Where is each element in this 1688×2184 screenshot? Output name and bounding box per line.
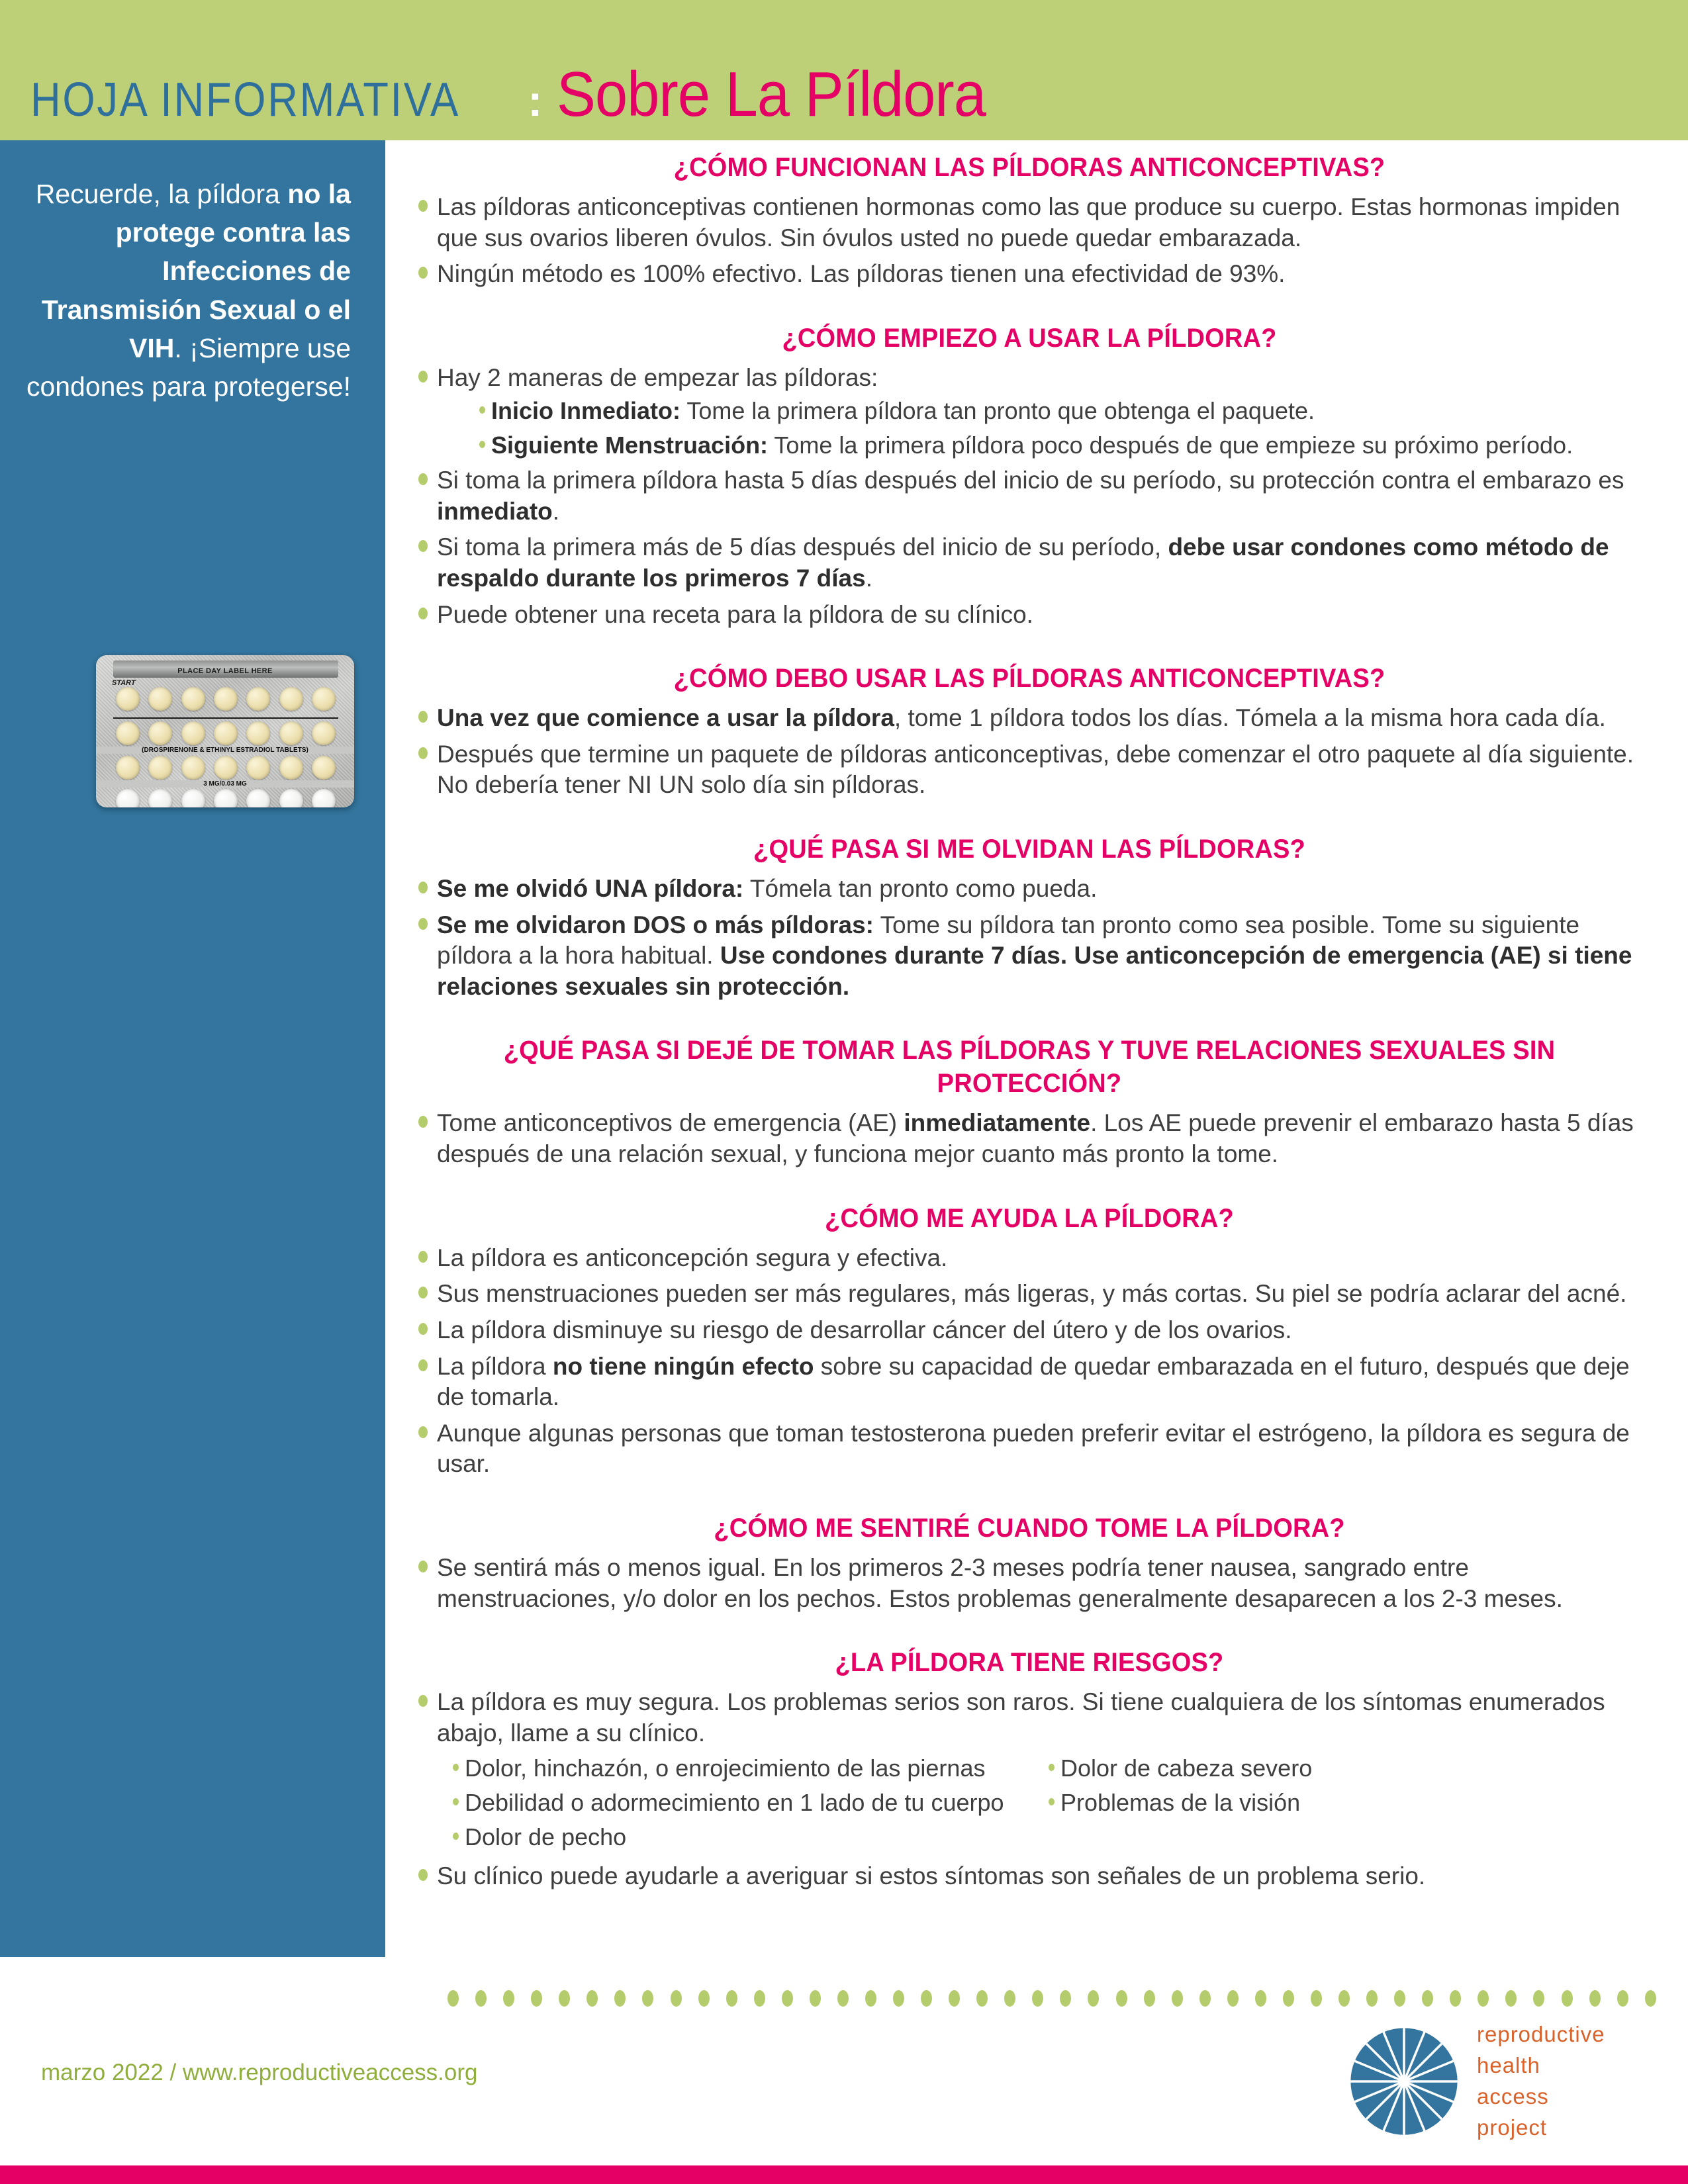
pill-pack-row <box>116 721 336 745</box>
pill <box>246 756 270 780</box>
pill <box>116 756 140 780</box>
pill <box>214 721 238 745</box>
divider-dot <box>698 1990 710 2007</box>
pill <box>181 756 205 780</box>
placebo-pill <box>116 789 140 807</box>
divider-dot <box>810 1990 821 2007</box>
divider-dot <box>1645 1990 1656 2007</box>
divider-dot <box>671 1990 682 2007</box>
list-item: La píldora disminuye su riesgo de desarrollar cáncer del útero y de los ovarios. <box>410 1315 1648 1346</box>
divider-dot <box>1589 1990 1601 2007</box>
birth-control-pill-pack-image <box>96 655 354 807</box>
placebo-pill <box>246 789 270 807</box>
symptom-item: Dolor, hinchazón, o enrojecimiento de las piernas <box>450 1754 1046 1783</box>
footer-credit-text[interactable]: marzo 2022 / www.reproductiveaccess.org <box>41 2060 478 2085</box>
divider-dot <box>1505 1990 1517 2007</box>
placebo-pill <box>214 789 238 807</box>
pill-pack-start-label: START <box>112 679 136 687</box>
divider-dot <box>1004 1990 1015 2007</box>
list-item: Una vez que comience a usar la píldora, tome 1 píldora todos los días. Tómela a la misma hora cada día. <box>410 703 1648 734</box>
section-como-me-sentire <box>410 1512 1648 1614</box>
pill <box>246 721 270 745</box>
section-heading: ¿QUÉ PASA SI ME OLVIDAN LAS PÍLDORAS? <box>753 835 1305 864</box>
list-item: La píldora es muy segura. Los problemas serios son raros. Si tiene cualquiera de los síntomas enumerados abajo, llame a su clínico. <box>410 1687 1648 1749</box>
bottom-accent-bar <box>0 2165 1688 2184</box>
divider-dot <box>1562 1990 1573 2007</box>
header-inner <box>30 58 1023 131</box>
pill-pack-day-label: PLACE DAY LABEL HERE <box>177 667 273 675</box>
pill <box>181 721 205 745</box>
divider-dot <box>1088 1990 1099 2007</box>
bullet-list <box>410 874 1648 1002</box>
divider-dot <box>1172 1990 1183 2007</box>
list-item: Ningún método es 100% efectivo. Las píldoras tienen una efectividad de 93%. <box>410 259 1648 290</box>
bullet-list <box>410 1553 1648 1614</box>
divider-dot <box>1338 1990 1350 2007</box>
divider-dot <box>754 1990 765 2007</box>
spacer <box>410 295 1648 322</box>
sub-list-item: Siguiente Menstruación: Tome la primera píldora poco después de que empieze su próximo período. <box>477 430 1648 460</box>
placebo-pill <box>279 789 303 807</box>
spacer <box>410 1619 1648 1646</box>
divider-dot <box>1116 1990 1127 2007</box>
pill <box>279 687 303 711</box>
pill-pack-ingredients-label: (DROSPIRENONE & ETHINYL ESTRADIOL TABLETS) <box>96 747 354 754</box>
pill <box>312 721 336 745</box>
logo-line: reproductive <box>1477 2022 1605 2047</box>
sub-bullet-list <box>437 396 1648 460</box>
divider-dot <box>921 1990 932 2007</box>
divider-dot <box>1450 1990 1461 2007</box>
main-content <box>410 151 1648 1897</box>
section-heading: ¿CÓMO FUNCIONAN LAS PÍLDORAS ANTICONCEPTIVAS? <box>673 153 1385 182</box>
spacer <box>410 1175 1648 1202</box>
symptom-item: Debilidad o adormecimiento en 1 lado de tu cuerpo <box>450 1788 1046 1817</box>
symptom-item: Problemas de la visión <box>1046 1788 1509 1817</box>
divider-dot <box>726 1990 737 2007</box>
divider-dot <box>1533 1990 1544 2007</box>
section-heading: ¿QUÉ PASA SI DEJÉ DE TOMAR LAS PÍLDORAS Y TUVE RELACIONES SEXUALES SIN PROTECCIÓN? <box>503 1036 1556 1099</box>
divider-dot <box>1617 1990 1628 2007</box>
pill <box>279 721 303 745</box>
list-item: Puede obtener una receta para la píldora de su clínico. <box>410 600 1648 631</box>
placebo-pill <box>181 789 205 807</box>
symptom-two-column-list <box>410 1754 1648 1857</box>
section-como-empiezo <box>410 322 1648 630</box>
sub-list-item: Inicio Inmediato: Tome la primera píldora tan pronto que obtenga el paquete. <box>477 396 1648 426</box>
divider-dot <box>475 1990 487 2007</box>
pill-pack-row <box>116 756 336 780</box>
pill <box>181 687 205 711</box>
header-band <box>0 0 1688 140</box>
pill-pack-rule <box>113 717 338 719</box>
sidebar-reminder-note: Recuerde, la píldora no la protege contra las Infecciones de Transmisión Sexual o el VIH. ¡Siempre use condones para protegerse! <box>26 179 351 402</box>
list-item: Su clínico puede ayudarle a averiguar si estos síntomas son señales de un problema serio. <box>410 1861 1648 1892</box>
placebo-pill <box>312 789 336 807</box>
section-heading: ¿CÓMO ME AYUDA LA PÍLDORA? <box>825 1203 1234 1233</box>
pill-pack-row <box>116 789 336 807</box>
symptom-column-left <box>450 1754 1046 1857</box>
divider-dot <box>447 1990 459 2007</box>
sidebar <box>0 140 385 1957</box>
bullet-list <box>410 1243 1648 1480</box>
symptom-item: Dolor de pecho <box>450 1823 1046 1852</box>
divider-dot <box>1199 1990 1211 2007</box>
logo-wordmark <box>1477 2019 1605 2143</box>
logo-line: project <box>1477 2115 1548 2140</box>
fact-sheet-label: HOJA INFORMATIVA <box>30 73 460 126</box>
divider-dot <box>893 1990 904 2007</box>
divider-dot <box>976 1990 988 2007</box>
list-item: La píldora no tiene ningún efecto sobre su capacidad de quedar embarazada en el futuro, después que deje de tomarla. <box>410 1351 1648 1413</box>
bullet-list <box>410 192 1648 290</box>
list-item: Se me olvidó UNA píldora: Tómela tan pronto como pueda. <box>410 874 1648 905</box>
pill <box>148 756 172 780</box>
pill-pack-dosage-label: 3 MG/0.03 MG <box>96 780 354 788</box>
pill <box>214 687 238 711</box>
divider-dot <box>1227 1990 1239 2007</box>
organization-logo <box>1348 2022 1626 2141</box>
section-como-funcionan <box>410 151 1648 290</box>
divider-dot <box>837 1990 849 2007</box>
divider-dot <box>1311 1990 1322 2007</box>
pill <box>116 687 140 711</box>
divider-dot <box>642 1990 653 2007</box>
list-item: Tome anticonceptivos de emergencia (AE) inmediatamente. Los AE puede prevenir el embarazo hasta 5 días después de una relación sexual, y funciona mejor cuanto más pronto la tome. <box>410 1108 1648 1169</box>
divider-dot <box>531 1990 542 2007</box>
pill <box>279 756 303 780</box>
placebo-pill <box>148 789 172 807</box>
symptom-column-right <box>1046 1754 1509 1857</box>
divider-dot <box>1477 1990 1489 2007</box>
section-que-pasa-olvidan <box>410 833 1648 1002</box>
bullet-list <box>410 1108 1648 1169</box>
page-title: Sobre La Píldora <box>557 59 986 130</box>
divider-dot <box>503 1990 514 2007</box>
list-item: Si toma la primera más de 5 días después del inicio de su período, debe usar condones como método de respaldo durante los primeros 7 días. <box>410 532 1648 594</box>
list-item: Las píldoras anticonceptivas contienen hormonas como las que produce su cuerpo. Estas hormonas impiden que sus ovarios liberen óvulos. Sin óvulos usted no puede quedar embarazada. <box>410 192 1648 253</box>
section-heading: ¿CÓMO EMPIEZO A USAR LA PÍLDORA? <box>782 323 1277 353</box>
list-item: Se sentirá más o menos igual. En los primeros 2-3 meses podría tener nausea, sangrado entre menstruaciones, y/o dolor en los pechos. Estos problemas generalmente desaparecen a los 2-3 meses. <box>410 1553 1648 1614</box>
divider-dot <box>1060 1990 1071 2007</box>
pill <box>214 756 238 780</box>
divider-dot <box>614 1990 626 2007</box>
divider-dot <box>1394 1990 1405 2007</box>
divider-dot <box>1422 1990 1433 2007</box>
section-deje-de-tomar <box>410 1034 1648 1169</box>
divider-dot <box>1255 1990 1266 2007</box>
divider-dot <box>782 1990 793 2007</box>
list-item: La píldora es anticoncepción segura y efectiva. <box>410 1243 1648 1274</box>
divider-dot <box>586 1990 598 2007</box>
section-como-debo-usar <box>410 662 1648 801</box>
bullet-list <box>410 1687 1648 1749</box>
pill <box>312 687 336 711</box>
sunburst-circle-icon <box>1348 2026 1460 2137</box>
bullet-list <box>410 703 1648 801</box>
pill <box>116 721 140 745</box>
divider-dot <box>1032 1990 1043 2007</box>
list-item: Si toma la primera píldora hasta 5 días después del inicio de su período, su protección contra el embarazo es inmediato. <box>410 465 1648 527</box>
bullet-list <box>410 1861 1648 1892</box>
list-item-text: Hay 2 maneras de empezar las píldoras: <box>437 363 878 391</box>
divider-dot <box>559 1990 570 2007</box>
section-como-me-ayuda <box>410 1202 1648 1480</box>
dotted-divider <box>447 1989 1656 2007</box>
divider-dot <box>865 1990 876 2007</box>
list-item: Aunque algunas personas que toman testosterona pueden preferir evitar el estrógeno, la píldora es segura de usar. <box>410 1418 1648 1480</box>
divider-dot <box>1144 1990 1155 2007</box>
divider-dot <box>1283 1990 1294 2007</box>
divider-dot <box>949 1990 960 2007</box>
pill <box>148 721 172 745</box>
pill <box>148 687 172 711</box>
section-tiene-riesgos <box>410 1646 1648 1892</box>
section-heading: ¿CÓMO DEBO USAR LAS PÍLDORAS ANTICONCEPTIVAS? <box>673 664 1385 694</box>
list-item: Se me olvidaron DOS o más píldoras: Tome su píldora tan pronto como sea posible. Tome su siguiente píldora a la hora habitual. Use condones durante 7 días. Use anticoncepción de emergencia (AE) si tiene relaciones sexuales sin protección. <box>410 910 1648 1003</box>
symptom-item: Dolor de cabeza severo <box>1046 1754 1509 1783</box>
spacer <box>410 1485 1648 1512</box>
list-item <box>410 363 1648 460</box>
pill-pack-row <box>116 687 336 711</box>
pill <box>312 756 336 780</box>
logo-line: access <box>1477 2084 1549 2109</box>
header-colon-separator: : <box>528 76 543 125</box>
pill <box>246 687 270 711</box>
spacer <box>410 635 1648 662</box>
spacer <box>410 806 1648 833</box>
bullet-list <box>410 363 1648 630</box>
list-item: Sus menstruaciones pueden ser más regulares, más ligeras, y más cortas. Su piel se podría aclarar del acné. <box>410 1279 1648 1310</box>
logo-line: health <box>1477 2053 1540 2078</box>
section-heading: ¿CÓMO ME SENTIRÉ CUANDO TOME LA PÍLDORA? <box>714 1513 1345 1543</box>
divider-dot <box>1366 1990 1378 2007</box>
section-heading: ¿LA PÍLDORA TIENE RIESGOS? <box>835 1648 1224 1678</box>
spacer <box>410 1007 1648 1034</box>
list-item: Después que termine un paquete de píldoras anticonceptivas, debe comenzar el otro paquete al día siguiente. No debería tener NI UN solo día sin píldoras. <box>410 739 1648 801</box>
